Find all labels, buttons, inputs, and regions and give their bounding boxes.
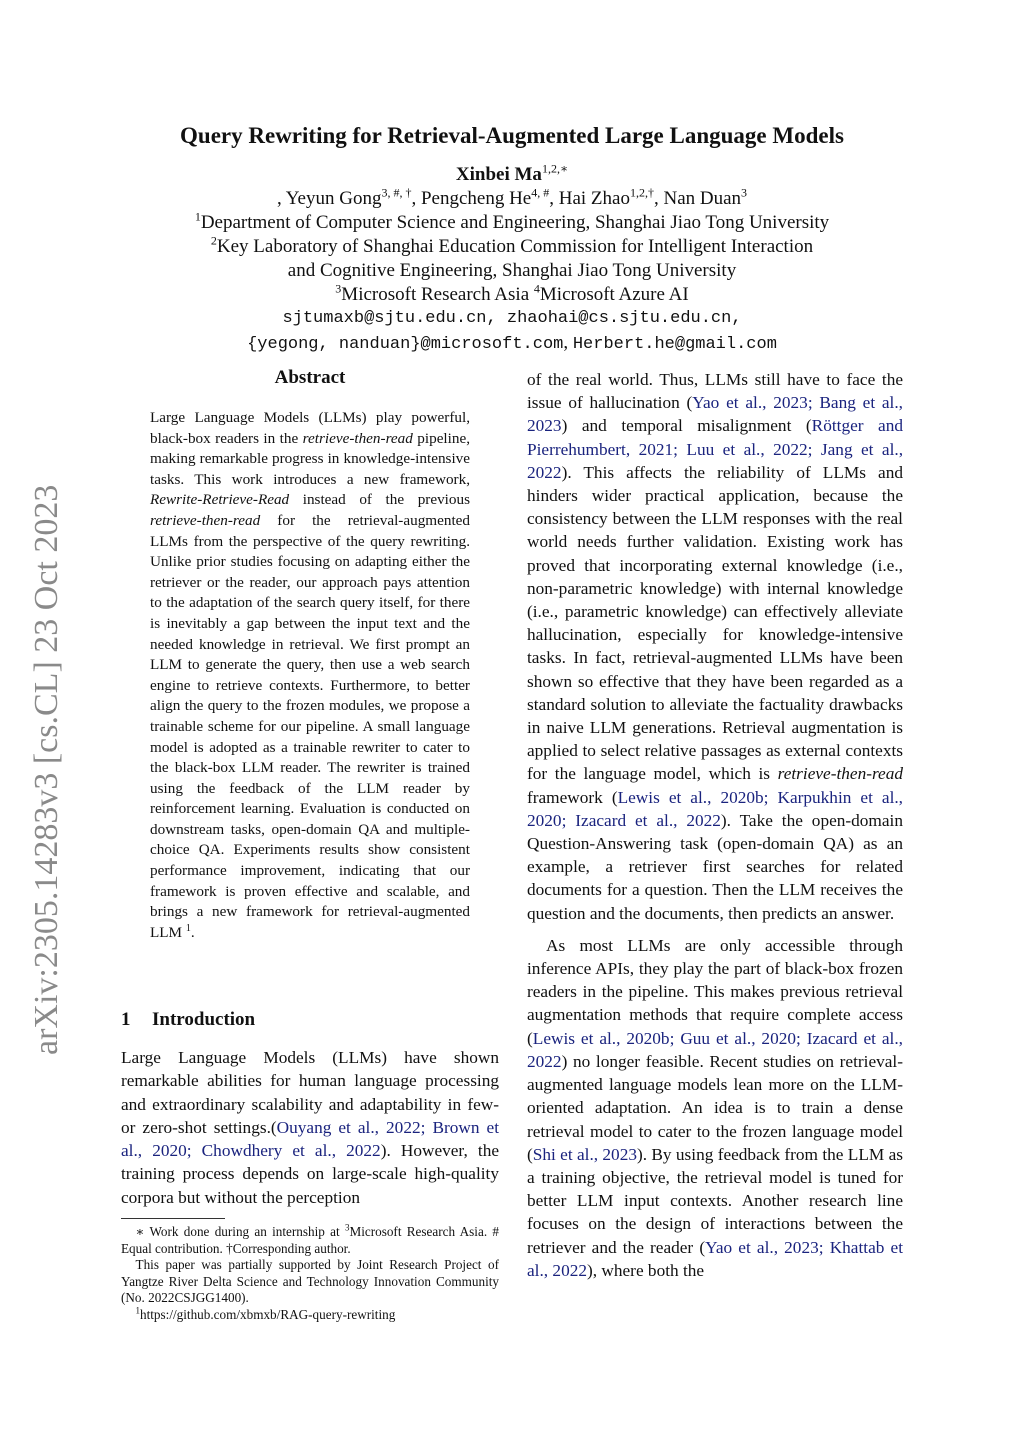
abstract-body: [150, 408, 470, 943]
affil-mark: 4: [533, 281, 540, 296]
text: ). By using feedback from the LLM as a training objective, the retrieval model is tuned for better LLM input contexts. Another research line focuses on the design of interactions between the retriever and the reader (: [527, 1144, 903, 1257]
author-sep: ,: [411, 188, 421, 209]
citation-sep: ;: [807, 439, 821, 459]
section-number: 1: [121, 1009, 131, 1030]
arxiv-identifier: arXiv:2305.14283v3 [cs.CL] 23 Oct 2023: [28, 484, 65, 1055]
affil-mark: 2: [210, 233, 217, 248]
citation-sep: ;: [818, 1237, 830, 1257]
author-name: Xinbei Ma: [455, 164, 542, 185]
text: ), where both the: [587, 1260, 705, 1280]
footnote-2: This paper was partially supported by Joint Research Project of Yangtze River Delta Science and Technology Innovation Community (No. 2022CSJGG1400).: [121, 1257, 499, 1306]
text: Large Language Models (LLMs) play powerful, black-box readers in the: [150, 409, 470, 447]
citation-link[interactable]: Shi et al., 2023: [532, 1144, 637, 1164]
footnote-mark: ∗: [135, 1224, 145, 1239]
affiliation-3-4: [0, 283, 1024, 307]
abstract-heading: Abstract: [274, 367, 346, 388]
text: Microsoft Research Asia. # Equal contribution. †Corresponding author.: [121, 1224, 499, 1256]
citation-sep: ;: [673, 439, 687, 459]
citation-link[interactable]: Yao et al., 2023: [692, 393, 808, 413]
footnote-1: [121, 1224, 499, 1257]
citation-link[interactable]: Lewis et al., 2020b: [532, 1028, 670, 1048]
footnote-divider: [121, 1218, 225, 1219]
footnote-3: [121, 1307, 499, 1324]
author-name: Yeyun Gong: [285, 188, 382, 209]
citation-link[interactable]: Röttger and Pierrehumbert, 2021: [527, 416, 903, 459]
text: Work done during an internship at: [144, 1224, 345, 1239]
paper-title: Query Rewriting for Retrieval-Augmented Large Language Models: [180, 123, 844, 148]
footnote-sup: 1: [135, 1305, 141, 1316]
footnote-marker: 1: [185, 922, 191, 934]
emails-line-1: sjtumaxb@sjtu.edu.cn, zhaohai@cs.sjtu.edu.cn,: [282, 309, 742, 328]
citation-link[interactable]: Chowdhery et al., 2022: [201, 1141, 381, 1161]
affiliation-1: [0, 211, 1024, 235]
citation-link[interactable]: Jang et al., 2022: [527, 439, 904, 482]
author-sep: ,: [549, 188, 559, 209]
citation-link[interactable]: Izacard et al., 2022: [527, 1028, 904, 1071]
text: instead of the previous: [289, 491, 470, 509]
text: .: [190, 923, 195, 941]
author-block: [0, 163, 1024, 357]
text: ) no longer feasible. Recent studies on retrieval-augmented language models lean more on the LLM-oriented adaptation. An idea is to train a dense retrieval model to cater to the frozen language model (: [527, 1051, 903, 1164]
text: ) and temporal misalignment (: [561, 416, 812, 436]
author-names: [0, 163, 1024, 187]
affil-text: Key Laboratory of Shanghai Education Commission for Intelligent Interaction: [216, 236, 814, 257]
italic-text: Rewrite-Retrieve-Read: [150, 491, 290, 509]
affil-text: Microsoft Azure AI: [539, 284, 689, 305]
citation-link[interactable]: Brown et al., 2020: [121, 1117, 499, 1161]
citation-sep: ;: [186, 1141, 202, 1161]
citation-link[interactable]: Luu et al., 2022: [686, 439, 808, 459]
affil-mark: 3: [335, 281, 342, 296]
text: pipeline, making remarkable progress in knowledge-intensive tasks. This work introduces a new framework,: [150, 429, 471, 488]
citation-sep: ;: [796, 1028, 807, 1048]
citation-link[interactable]: Guu et al., 2020: [680, 1028, 796, 1048]
intro-paragraph-right-1: [527, 368, 903, 925]
section-title: Introduction: [152, 1009, 256, 1030]
italic-text: retrieve-then-read: [777, 764, 903, 784]
affil-text: Microsoft Research Asia: [341, 284, 534, 305]
author-name: Nan Duan: [663, 188, 742, 209]
affil-mark: 1: [194, 209, 201, 224]
text: Large Language Models (LLMs) have shown remarkable abilities for human language processing and extraordinary scalability and adaptability in few- or zero-shot settings.(: [121, 1048, 499, 1137]
text: framework (: [527, 787, 618, 807]
author-affil: 1,2,†: [629, 185, 654, 200]
footnotes: [121, 1224, 499, 1324]
text: ). Take the open-domain Question-Answering task (open-domain QA) as an example, a retriever first searches for related documents for a question. Then the LLM receives the question and the documents, then predicts an answer.: [527, 810, 903, 923]
italic-text: retrieve-then-read: [150, 511, 261, 529]
email-text: Herbert.he@gmail.com: [572, 335, 777, 354]
citation-link[interactable]: Karpukhin et al., 2020: [527, 787, 904, 830]
author-affil: 4, #: [531, 185, 550, 200]
citation-link[interactable]: Izacard et al., 2022: [575, 810, 721, 830]
author-name: Hai Zhao: [558, 188, 630, 209]
citation-sep: ;: [420, 1117, 433, 1137]
email-text: {yegong, nanduan}@microsoft.com: [247, 335, 564, 354]
text: of the real world. Thus, LLMs still have to face the issue of hallucination (: [527, 370, 903, 413]
citation-link[interactable]: Yao et al., 2023: [705, 1237, 819, 1257]
citation-link[interactable]: Bang et al., 2023: [527, 393, 904, 436]
italic-text: retrieve-then-read: [302, 429, 413, 447]
citation-sep: ;: [669, 1028, 681, 1048]
citation-link[interactable]: Lewis et al., 2020b: [617, 787, 764, 807]
email-sep: ,: [563, 332, 573, 353]
affiliation-2-cont: and Cognitive Engineering, Shanghai Jiao Tong University: [287, 260, 737, 281]
text: As most LLMs are only accessible through inference APIs, they play the part of black-box frozen readers in the pipeline. This makes previous retrieval augmentation methods that require complete access (: [527, 935, 903, 1048]
right-column: [527, 368, 903, 1282]
intro-paragraph-left: [121, 1046, 499, 1209]
citation-sep: ;: [763, 787, 778, 807]
author-affil: 3: [741, 185, 748, 200]
emails-line-2: [0, 331, 1024, 357]
text: for the retrieval-augmented LLMs from the perspective of the query rewriting. Unlike prior studies focusing on adapting either the retriever or the reader, our approach pays attention to the adaptation of the search query itself, for there is inevitably a gap between the input text and the needed knowledge in retrieval. We first prompt an LLM to generate the query, then use a web search engine to retrieve contexts. Furthermore, to better align the query to the frozen modules, we propose a trainable scheme for our pipeline. A small language model is adopted as a trainable rewriter to cater to the black-box LLM reader. The rewriter is trained using the feedback of the LLM reader by reinforcement learning. Evaluation is conducted on downstream tasks, open-domain QA and multiple-choice QA. Experiments results show consistent performance improvement, indicating that our framework is proven effective and scalable, and brings a new framework for retrieval-augmented LLM: [150, 511, 470, 941]
text: ). This affects the reliability of LLMs and hinders wider practical application, because the consistency between the LLM responses with the real world needs further validation. Existing work has proved that incorporating external knowledge (i.e., non-parametric knowledge) with internal knowledge (i.e., parametric knowledge) can effectively alleviate hallucination, especially for knowledge-intensive tasks. In fact, retrieval-augmented LLMs have been shown so effective that they have been regarded as a standard solution to alleviate the factuality drawbacks in naive LLM generations. Retrieval augmentation is applied to select relative passages as external contexts for the language model, which is: [527, 462, 903, 784]
author-sep: ,: [276, 188, 286, 209]
author-name: Pengcheng He: [420, 188, 532, 209]
author-affil: 3, #, †: [381, 185, 412, 200]
intro-paragraph-right-2: [527, 934, 903, 1282]
github-link[interactable]: https://github.com/xbmxb/RAG-query-rewriting: [140, 1306, 396, 1322]
citation-sep: ;: [561, 810, 576, 830]
citation-link[interactable]: Khattab et al., 2022: [527, 1237, 904, 1280]
affil-text: Department of Computer Science and Engineering, Shanghai Jiao Tong University: [200, 212, 830, 233]
section-heading: [121, 1008, 255, 1032]
citation-link[interactable]: Ouyang et al., 2022: [276, 1117, 421, 1137]
citation-sep: ;: [807, 393, 820, 413]
affiliation-2: [0, 235, 1024, 259]
author-sep: ,: [653, 188, 664, 209]
text: ). However, the training process depends on large-scale high-quality corpora but without the perception: [121, 1141, 500, 1207]
author-affil: 1,2,∗: [541, 161, 569, 176]
footnote-sup: 3: [344, 1222, 350, 1233]
